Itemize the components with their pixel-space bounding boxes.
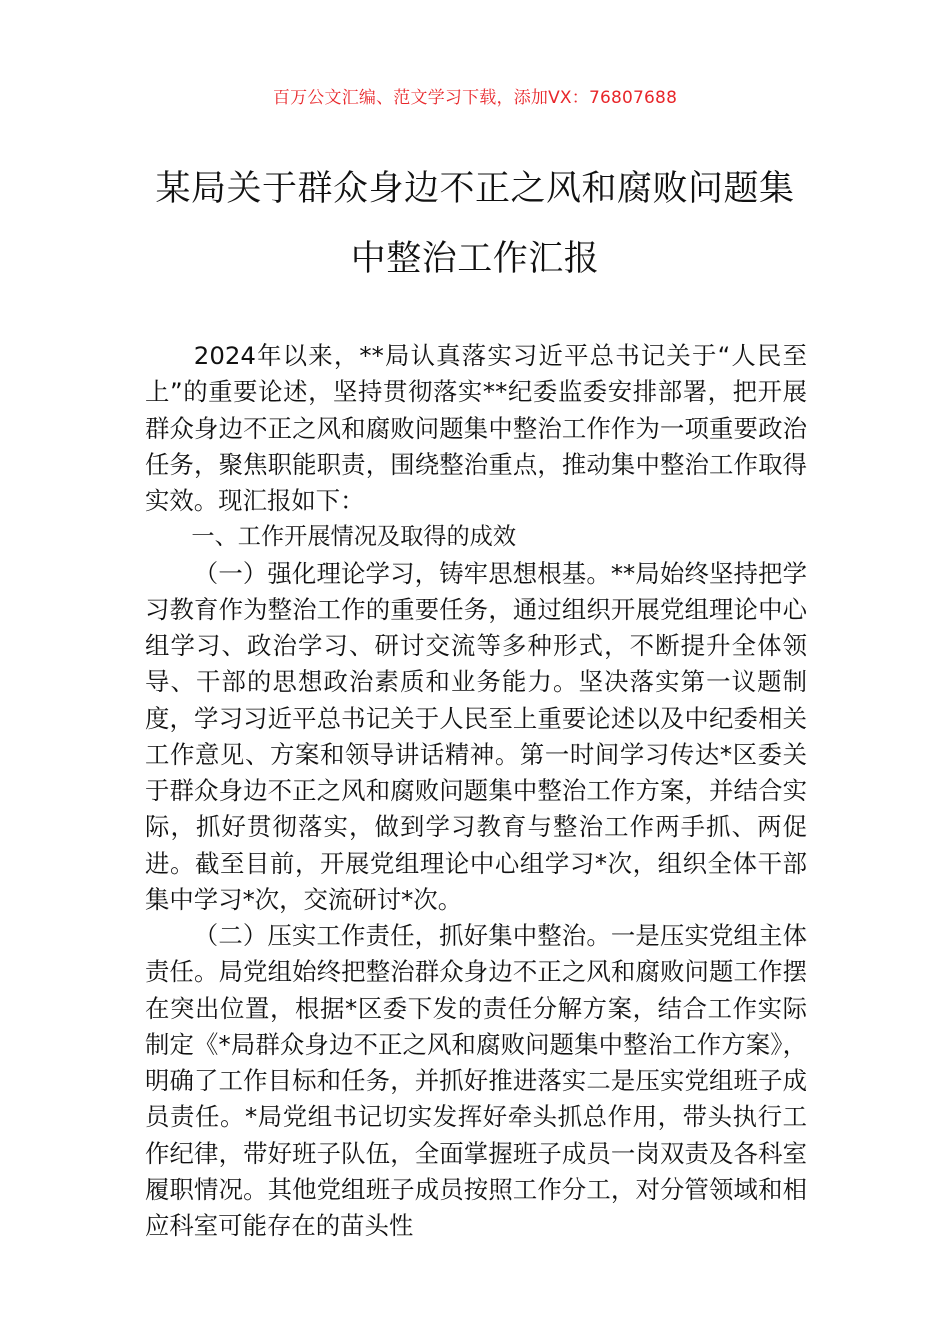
title-line-1: 某局关于群众身边不正之风和腐败问题集 [155, 169, 795, 209]
body-paragraph: （二）压实工作责任，抓好集中整治。一是压实党组主体责任。局党组始终把整治群众身边不正之风和腐败问题工作摆在突出位置，根据*区委下发的责任分解方案，结合工作实际制定《*局群众身边不正之风和腐败问题集中整治工作方案》，明确了工作目标和任务，并抓好推进落实二是压实党组班子成员责任。*局党组书记切实发挥好牵头抓总作用，带头执行工作纪律，带好班子队伍，全面掌握班子成员一岗双责及各科室履职情况。其他党组班子成员按照工作分工，对分管领域和相应科室可能存在的苗头性 [145, 921, 807, 1240]
intro-paragraph: 2024年以来，**局认真落实习近平总书记关于“人民至上”的重要论述，坚持贯彻落实**纪委监委安排部署，把开展群众身边不正之风和腐败问题集中整治工作作为一项重要政治任务，聚焦职能职责，围绕整治重点，推动集中整治工作取得实效。现汇报如下： [145, 341, 807, 515]
title-line-2: 中整治工作汇报 [350, 239, 600, 279]
document-body [145, 338, 807, 1244]
section-heading: 一、工作开展情况及取得的成效 [191, 523, 517, 551]
document-title [110, 154, 840, 294]
body-paragraph: （一）强化理论学习，铸牢思想根基。**局始终坚持把学习教育作为整治工作的重要任务，通过组织开展党组理论中心组学习、政治学习、研讨交流等多种形式，不断提升全体领导、干部的思想政治素质和业务能力。坚决落实第一议题制度，学习习近平总书记关于人民至上重要论述以及中纪委相关工作意见、方案和领导讲话精神。第一时间学习传达*区委关于群众身边不正之风和腐败问题集中整治工作方案，并结合实际，抓好贯彻落实，做到学习教育与整治工作两手抓、两促进。截至目前，开展党组理论中心组学习*次，组织全体干部集中学习*次，交流研讨*次。 [145, 558, 807, 914]
watermark-banner: 百万公文汇编、范文学习下载，添加VX：76807688 [272, 88, 678, 108]
